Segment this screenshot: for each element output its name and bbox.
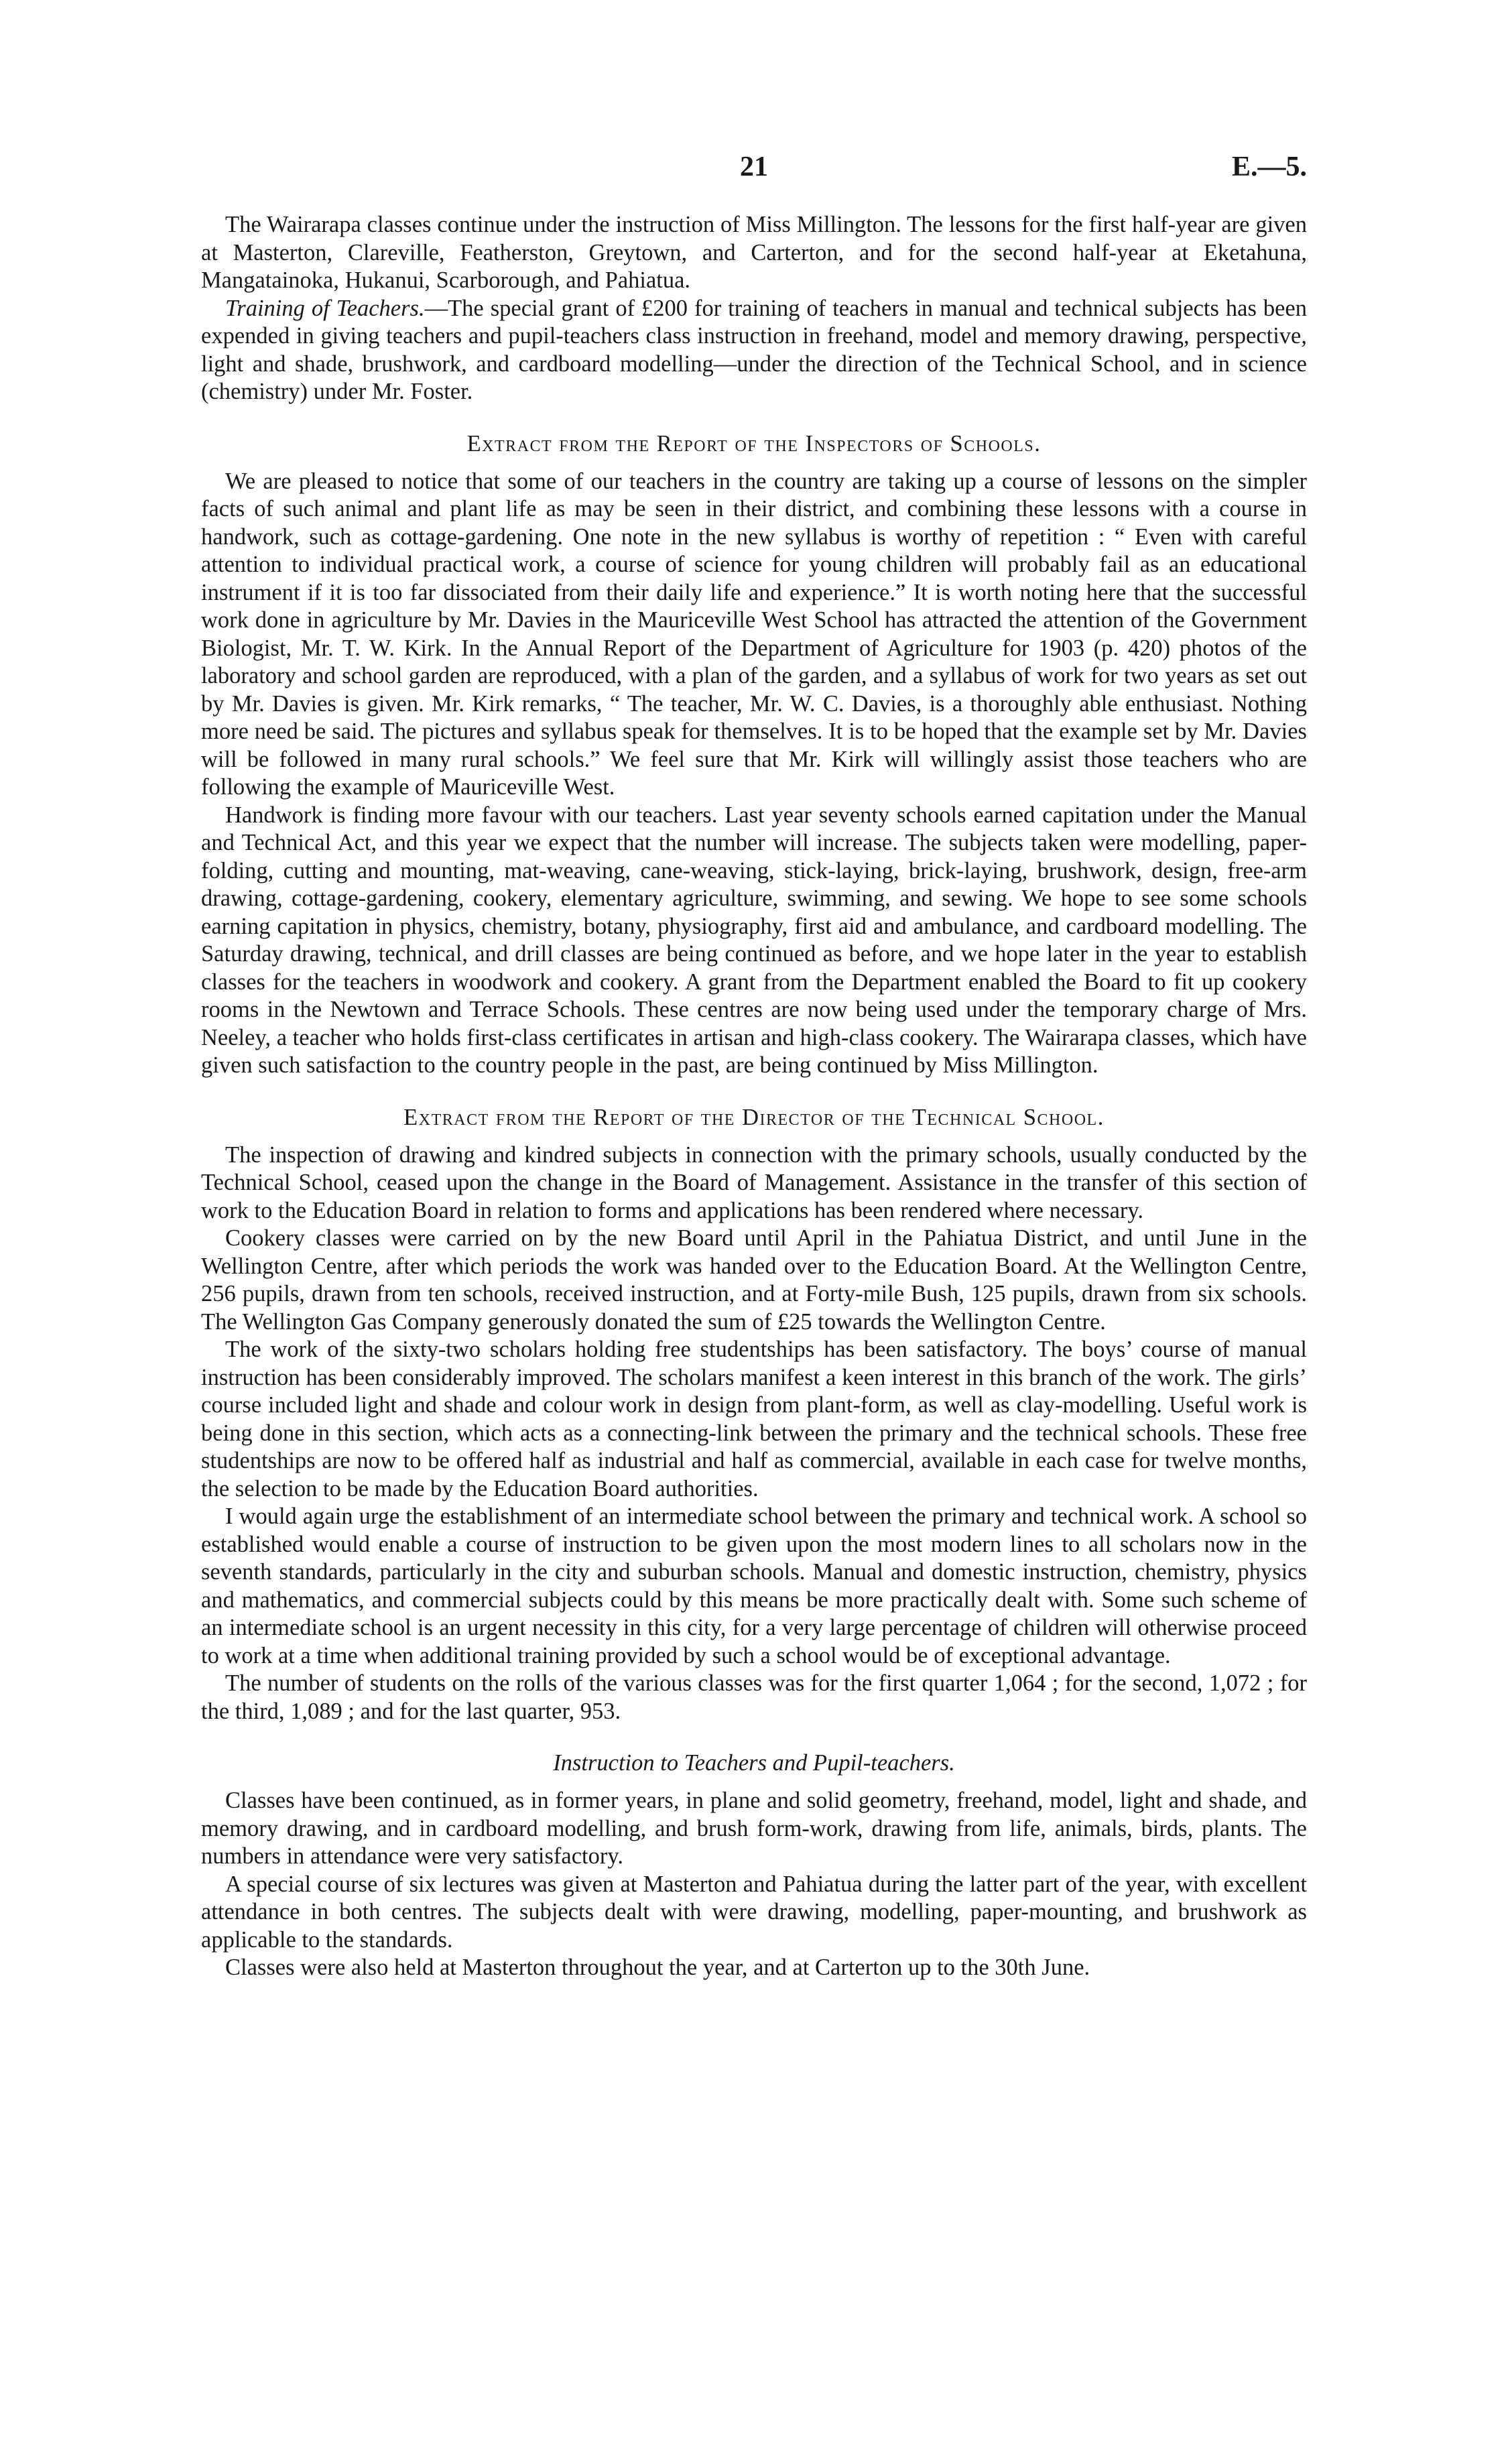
paragraph: We are pleased to notice that some of our teachers in the country are taking up a course of lessons on the simpler facts of such animal and plant life as may be seen in their district, and combining these lessons with a course in handwork, such as cottage-gardening. One note in the new syllabus is worthy of repetition : “ Even with careful attention to individual practical work, a course of science for young children will probably fail as an educational instrument if it is too far dissociated from their daily life and experience.” It is worth noting here that the successful work done in agriculture by Mr. Davies in the Mauriceville West School has attracted the attention of the Government Biologist, Mr. T. W. Kirk. In the Annual Report of the Department of Agriculture for 1903 (p. 420) photos of the laboratory and school garden are reproduced, with a plan of the garden, and a syllabus of work for two years as set out by Mr. Davies is given. Mr. Kirk remarks, “ The teacher, Mr. W. C. Davies, is a thoroughly able enthusiast. Nothing more need be said. The pictures and syllabus speak for themselves. It is to be hoped that the example set by Mr. Davies will be followed in many rural schools.” We feel sure that Mr. Kirk will willingly assist those teachers who are following the example of Mauriceville West.	[201, 468, 1307, 800]
paragraph: Classes were also held at Masterton throughout the year, and at Carterton up to the 30th June.	[225, 1955, 1090, 1980]
page-header	[201, 151, 1307, 211]
paragraph-lead: Training of Teachers.	[225, 295, 425, 321]
paragraph-body: —The special grant of £200 for training of teachers in manual and technical subjects has been expended in giving teachers and pupil-teachers class instruction in freehand, model and memory drawing, perspective, light and shade, brushwork, and cardboard modelling—under the direction of the Technical School, and in science (chemistry) under Mr. Foster.	[201, 295, 1307, 404]
document-reference: E.—5.	[1231, 151, 1307, 182]
paragraph: A special course of six lectures was given at Masterton and Pahiatua during the latter part of the year, with excellent attendance in both centres. The subjects dealt with were drawing, modelling, paper-mounting, and brushwork as applicable to the standards.	[201, 1871, 1307, 1953]
page-number: 21	[740, 151, 768, 182]
section-heading: Extract from the Report of the Inspectors of Schools.	[466, 430, 1042, 456]
paragraph: Cookery classes were carried on by the new Board until April in the Pahiatua District, and until June in the Wellington Centre, after which periods the work was handed over to the Education Board. At the Wellington Centre, 256 pupils, drawn from ten schools, received instruction, and at Forty-mile Bush, 125 pupils, drawn from six schools. The Wellington Gas Company generously donated the sum of £25 towards the Wellington Centre.	[201, 1225, 1307, 1335]
inspectors-report-section	[201, 430, 1307, 1080]
paragraph: The number of students on the rolls of the various classes was for the first quarter 1,064 ; for the second, 1,072 ; for the third, 1,089 ; and for the last quarter, 953.	[201, 1670, 1307, 1724]
director-report-section	[201, 1104, 1307, 1726]
document-page	[201, 151, 1307, 1982]
paragraph: Handwork is finding more favour with our teachers. Last year seventy schools earned capitation under the Manual and Technical Act, and this year we expect that the number will increase. The subjects taken were modelling, paper-folding, cutting and mounting, mat-weaving, cane-weaving, stick-laying, brick-laying, brushwork, design, free-arm drawing, cottage-gardening, cookery, elementary agriculture, swimming, and sewing. We hope to see some schools earning capitation in physics, chemistry, botany, physiography, first aid and ambulance, and cardboard modelling. The Saturday drawing, technical, and drill classes are being continued as before, and we hope later in the year to establish classes for the teachers in woodwork and cookery. A grant from the Department enabled the Board to fit up cookery rooms in the Newtown and Terrace Schools. These centres are now being used under the temporary charge of Mrs. Neeley, a teacher who holds first-class certificates in artisan and high-class cookery. The Wairarapa classes, which have given such satisfaction to the country people in the past, are being continued by Miss Millington.	[201, 802, 1307, 1078]
paragraph: Classes have been continued, as in former years, in plane and solid geometry, freehand, model, light and shade, and memory drawing, and in cardboard modelling, and brush form-work, drawing from life, animals, birds, plants. The numbers in attendance were very satisfactory.	[201, 1788, 1307, 1869]
section-heading: Extract from the Report of the Director of the Technical School.	[403, 1104, 1105, 1130]
instruction-section	[201, 1750, 1307, 1982]
subsection-heading: Instruction to Teachers and Pupil-teachers.	[553, 1750, 955, 1776]
paragraph: The work of the sixty-two scholars holding free studentships has been satisfactory. The boys’ course of manual instruction has been considerably improved. The scholars manifest a keen interest in this branch of the work. The girls’ course included light and shade and colour work in design from plant-form, as well as clay-modelling. Useful work is being done in this section, which acts as a connecting-link between the primary and the technical schools. These free studentships are now to be offered half as industrial and half as commercial, available in each case for twelve months, the selection to be made by the Education Board authorities.	[201, 1337, 1307, 1501]
paragraph: I would again urge the establishment of an intermediate school between the primary and technical work. A school so established would enable a course of instruction to be given upon the most modern lines to all scholars now in the seventh standards, particularly in the city and suburban schools. Manual and domestic instruction, chemistry, physics and mathematics, and commercial subjects could by this means be more practically dealt with. Some such scheme of an intermediate school is an urgent necessity in this city, for a very large percentage of children will otherwise proceed to work at a time when additional training provided by such a school would be of exceptional advantage.	[201, 1504, 1307, 1668]
paragraph: The inspection of drawing and kindred subjects in connection with the primary schools, usually conducted by the Technical School, ceased upon the change in the Board of Management. Assistance in the transfer of this section of work to the Education Board in relation to forms and applications has been rendered where necessary.	[201, 1142, 1307, 1223]
paragraph: The Wairarapa classes continue under the instruction of Miss Millington. The lessons for the first half-year are given at Masterton, Clareville, Featherston, Greytown, and Carterton, and for the second half-year at Eketahuna, Mangatainoka, Hukanui, Scarborough, and Pahiatua.	[201, 212, 1307, 293]
paragraph	[201, 295, 1307, 406]
intro-section	[201, 211, 1307, 406]
